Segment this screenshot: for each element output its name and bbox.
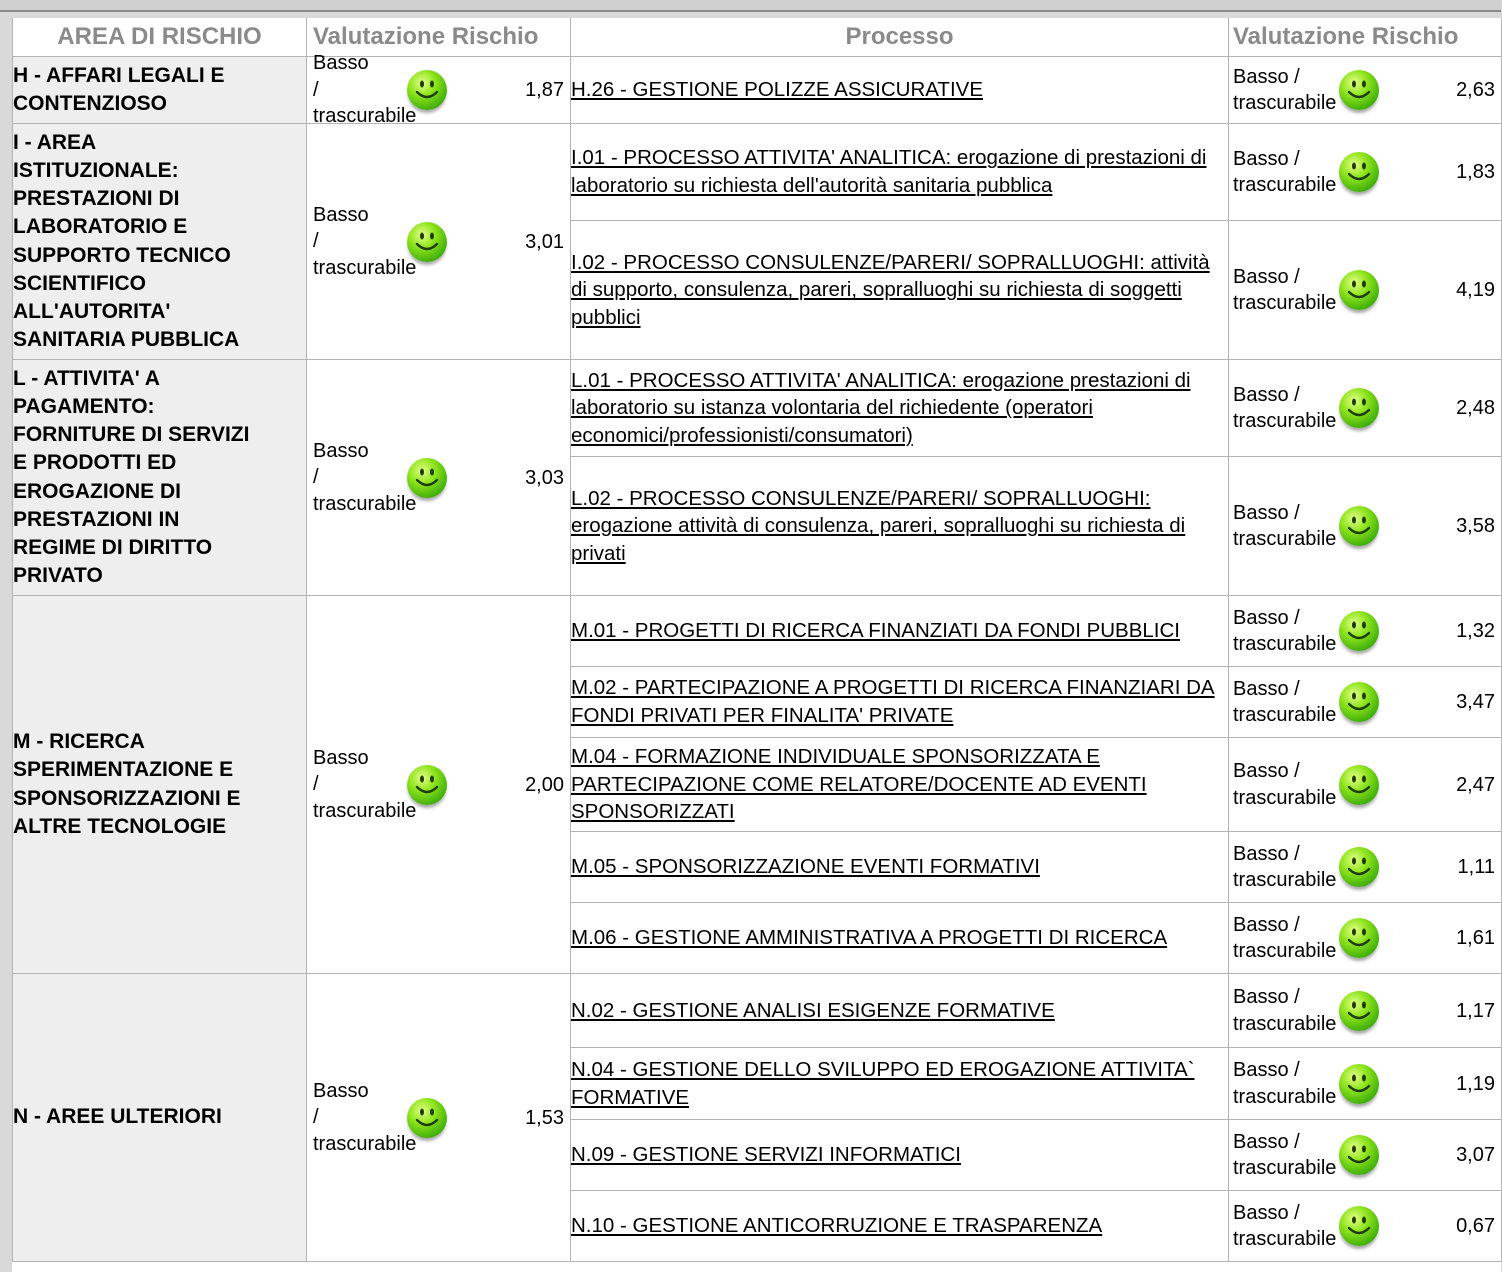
process-link[interactable]: H.26 - GESTIONE POLIZZE ASSICURATIVE <box>571 78 983 102</box>
process-risk-level: Basso / trascurabile <box>1233 986 1337 1035</box>
process-risk-level: Basso / trascurabile <box>1233 147 1337 196</box>
risk-area-line: L - ATTIVITA' A <box>13 366 160 390</box>
risk-area-name <box>13 57 307 124</box>
process-risk-cell <box>1229 57 1502 124</box>
smiley-face-icon <box>1339 918 1379 958</box>
process-risk-level: Basso / trascurabile <box>1233 1201 1337 1250</box>
process-risk-level: Basso / trascurabile <box>1233 606 1337 655</box>
risk-area-line: EROGAZIONE DI <box>13 479 182 503</box>
risk-area-line: PAGAMENTO: <box>13 394 155 418</box>
process-link[interactable]: M.05 - SPONSORIZZAZIONE EVENTI FORMATIVI <box>571 855 1040 879</box>
risk-area-line: ALTRE TECNOLOGIE <box>13 814 227 838</box>
risk-table-container <box>12 18 1501 1272</box>
risk-area-line: H - AFFARI LEGALI E <box>13 63 225 87</box>
area-risk-level: Basso / trascurabile <box>313 203 417 279</box>
process-cell <box>571 1120 1229 1191</box>
smiley-face-icon <box>1339 847 1379 887</box>
process-cell <box>571 974 1229 1048</box>
area-risk-cell <box>307 974 571 1262</box>
process-link[interactable]: M.02 - PARTECIPAZIONE A PROGETTI DI RICERCA FINANZIARI DA FONDI PRIVATI PER FINALITA' PRIVATE <box>571 676 1215 727</box>
table-row <box>13 124 1502 221</box>
process-risk-score: 4,19 <box>1456 278 1495 301</box>
process-risk-cell <box>1229 1048 1502 1120</box>
header-valutazione-processo: Valutazione Rischio <box>1229 18 1502 57</box>
smiley-face-icon <box>1339 1064 1379 1104</box>
process-cell <box>571 360 1229 457</box>
process-risk-level: Basso / trascurabile <box>1233 1130 1337 1179</box>
process-risk-score: 0,67 <box>1456 1214 1495 1237</box>
process-risk-cell <box>1229 738 1502 832</box>
process-risk-cell <box>1229 903 1502 974</box>
process-link[interactable]: L.02 - PROCESSO CONSULENZE/PARERI/ SOPRALLUOGHI: erogazione attività di consulenza, pareri, sopralluoghi su richiesta di privati <box>571 486 1186 565</box>
process-link[interactable]: N.10 - GESTIONE ANTICORRUZIONE E TRASPARENZA <box>571 1214 1103 1238</box>
risk-area-name <box>13 974 307 1262</box>
process-link[interactable]: I.01 - PROCESSO ATTIVITA' ANALITICA: erogazione di prestazioni di laboratorio su richiesta dell'autorità sanitaria pubblica <box>571 146 1207 197</box>
area-risk-cell <box>307 124 571 360</box>
header-area: AREA DI RISCHIO <box>13 18 307 57</box>
area-risk-cell <box>307 52 571 128</box>
process-risk-score: 1,61 <box>1456 926 1495 949</box>
process-risk-cell <box>1229 667 1502 738</box>
process-link[interactable]: L.01 - PROCESSO ATTIVITA' ANALITICA: erogazione prestazioni di laboratorio su istanza volontaria del richiedente (operatori economici/professionisti/consumatori) <box>571 368 1191 447</box>
process-link[interactable]: N.02 - GESTIONE ANALISI ESIGENZE FORMATIVE <box>571 998 1055 1022</box>
risk-area-line: REGIME DI DIRITTO <box>13 535 213 559</box>
process-risk-level: Basso / trascurabile <box>1233 65 1337 114</box>
risk-table <box>12 18 1502 1262</box>
risk-area-line: PRESTAZIONI IN <box>13 507 180 531</box>
process-risk-level: Basso / trascurabile <box>1233 913 1337 962</box>
risk-area-line: SUPPORTO TECNICO <box>13 243 231 267</box>
risk-area-name <box>13 124 307 360</box>
area-risk-score: 1,87 <box>525 78 564 101</box>
process-cell <box>571 221 1229 360</box>
smiley-face-icon <box>1339 270 1379 310</box>
process-risk-level: Basso / trascurabile <box>1233 1059 1337 1108</box>
process-link[interactable]: N.04 - GESTIONE DELLO SVILUPPO ED EROGAZIONE ATTIVITA` FORMATIVE <box>571 1057 1195 1109</box>
smiley-face-icon <box>1339 388 1379 428</box>
header-row <box>13 18 1502 57</box>
area-risk-level: Basso / trascurabile <box>313 439 417 515</box>
area-risk-score: 3,01 <box>525 230 564 253</box>
process-risk-cell <box>1229 974 1502 1048</box>
process-risk-level: Basso / trascurabile <box>1233 501 1337 550</box>
process-risk-level: Basso / trascurabile <box>1233 842 1337 891</box>
smiley-face-icon <box>1339 991 1379 1031</box>
process-risk-score: 1,83 <box>1456 160 1495 183</box>
risk-area-line: SPONSORIZZAZIONI E <box>13 786 241 810</box>
table-row <box>13 57 1502 124</box>
risk-area-line: PRIVATO <box>13 564 103 588</box>
smiley-face-icon <box>1339 1206 1379 1246</box>
process-risk-cell <box>1229 457 1502 596</box>
process-link[interactable]: M.04 - FORMAZIONE INDIVIDUALE SPONSORIZZATA E PARTECIPAZIONE COME RELATORE/DOCENTE AD EVENTI SPONSORIZZATI <box>571 745 1147 824</box>
area-risk-score: 3,03 <box>525 466 564 489</box>
process-risk-score: 3,58 <box>1456 514 1495 537</box>
process-cell <box>571 457 1229 596</box>
risk-area-line: I - AREA <box>13 130 97 154</box>
risk-area-line: SPERIMENTAZIONE E <box>13 758 234 782</box>
risk-area-line: SCIENTIFICO <box>13 271 147 295</box>
risk-area-line: E PRODOTTI ED <box>13 451 177 475</box>
smiley-face-icon <box>1339 611 1379 651</box>
risk-area-line: PRESTAZIONI DI <box>13 187 180 211</box>
smiley-face-icon <box>1339 506 1379 546</box>
smiley-face-icon <box>1339 682 1379 722</box>
risk-area-line: ISTITUZIONALE: <box>13 158 179 182</box>
risk-area-line: M - RICERCA <box>13 730 145 754</box>
smiley-face-icon <box>407 765 447 805</box>
area-risk-score: 2,00 <box>525 773 564 796</box>
area-risk-score: 1,53 <box>525 1106 564 1129</box>
smiley-face-icon <box>1339 765 1379 805</box>
process-risk-cell <box>1229 360 1502 457</box>
process-risk-cell <box>1229 596 1502 667</box>
process-risk-cell <box>1229 1120 1502 1191</box>
smiley-face-icon <box>407 458 447 498</box>
smiley-face-icon <box>1339 1135 1379 1175</box>
area-risk-cell <box>307 596 571 974</box>
process-risk-score: 2,47 <box>1456 773 1495 796</box>
risk-area-line: ALL'AUTORITA' <box>13 299 171 323</box>
process-link[interactable]: I.02 - PROCESSO CONSULENZE/PARERI/ SOPRALLUOGHI: attività di supporto, consulenza, pareri, sopralluoghi su richiesta di soggetti pubblici <box>571 250 1210 329</box>
process-risk-score: 2,63 <box>1456 78 1495 101</box>
process-cell <box>571 832 1229 903</box>
process-link[interactable]: M.06 - GESTIONE AMMINISTRATIVA A PROGETTI DI RICERCA <box>571 926 1168 950</box>
table-row <box>13 974 1502 1048</box>
process-risk-score: 3,07 <box>1456 1143 1495 1166</box>
process-cell <box>571 57 1229 124</box>
process-risk-score: 3,47 <box>1456 690 1495 713</box>
area-risk-level: Basso / trascurabile <box>313 1079 417 1155</box>
smiley-face-icon <box>407 70 447 110</box>
header-processo: Processo <box>571 18 1229 57</box>
process-cell <box>571 124 1229 221</box>
process-risk-score: 1,17 <box>1456 999 1495 1022</box>
process-risk-score: 2,48 <box>1456 396 1495 419</box>
process-risk-level: Basso / trascurabile <box>1233 677 1337 726</box>
risk-area-line: CONTENZIOSO <box>13 92 168 115</box>
risk-area-line: FORNITURE DI SERVIZI <box>13 423 250 447</box>
process-risk-cell <box>1229 221 1502 360</box>
process-cell <box>571 1048 1229 1120</box>
smiley-face-icon <box>407 222 447 262</box>
process-risk-score: 1,19 <box>1456 1072 1495 1095</box>
top-bar <box>0 0 1501 12</box>
smiley-face-icon <box>1339 70 1379 110</box>
process-cell <box>571 667 1229 738</box>
process-cell <box>571 1191 1229 1262</box>
risk-area-line: LABORATORIO E <box>13 215 188 239</box>
area-risk-level: Basso / trascurabile <box>313 52 417 128</box>
process-risk-cell <box>1229 832 1502 903</box>
process-risk-cell <box>1229 1191 1502 1262</box>
table-row <box>13 360 1502 457</box>
area-risk-level: Basso / trascurabile <box>313 746 417 822</box>
process-cell <box>571 738 1229 832</box>
process-risk-score: 1,11 <box>1457 855 1495 878</box>
process-link[interactable]: M.01 - PROGETTI DI RICERCA FINANZIATI DA FONDI PUBBLICI <box>571 619 1181 643</box>
table-row <box>13 596 1502 667</box>
header-valutazione: Valutazione Rischio <box>307 18 571 57</box>
process-cell <box>571 596 1229 667</box>
process-risk-score: 1,32 <box>1456 619 1495 642</box>
process-risk-cell <box>1229 124 1502 221</box>
risk-area-line: SANITARIA PUBBLICA <box>13 328 240 352</box>
risk-area-name <box>13 360 307 596</box>
process-risk-level: Basso / trascurabile <box>1233 383 1337 432</box>
risk-area-line: N - AREE ULTERIORI <box>13 1105 222 1129</box>
process-risk-level: Basso / trascurabile <box>1233 265 1337 314</box>
process-link[interactable]: N.09 - GESTIONE SERVIZI INFORMATICI <box>571 1143 961 1167</box>
smiley-face-icon <box>407 1098 447 1138</box>
process-cell <box>571 903 1229 974</box>
area-risk-cell <box>307 360 571 596</box>
risk-area-name <box>13 596 307 974</box>
smiley-face-icon <box>1339 152 1379 192</box>
process-risk-level: Basso / trascurabile <box>1233 760 1337 809</box>
